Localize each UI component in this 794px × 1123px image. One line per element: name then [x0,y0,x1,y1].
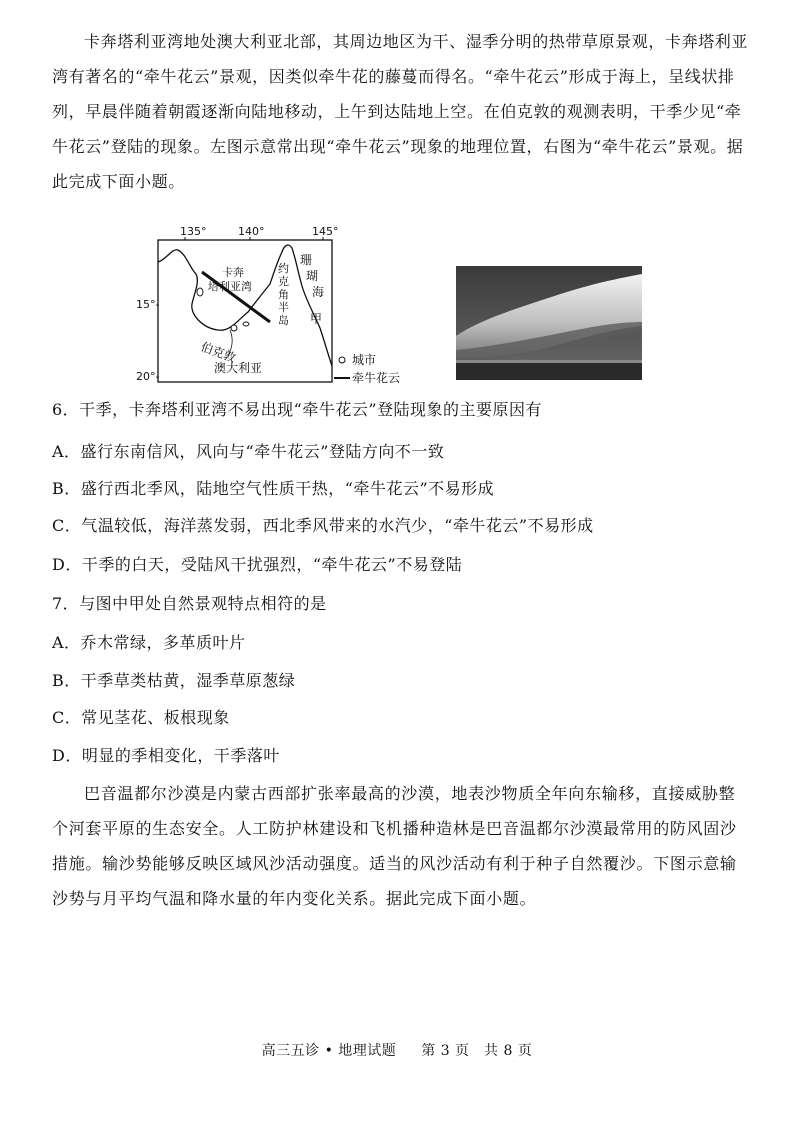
question-6-stem: 6．干季，卡奔塔利亚湾不易出现“牵牛花云”登陆现象的主要原因有 [52,400,543,419]
peninsula-char-4: 半 [278,301,289,314]
sea-char-2: 瑚 [306,269,319,283]
lon-label-140: 140° [238,225,265,238]
sea-char-3: 海 [312,285,325,299]
footer-page-number: 第 3 页 共 8 页 [421,1043,533,1059]
question-6-option-a: A．盛行东南信风，风向与“牵牛花云”登陆方向不一致 [52,442,445,461]
lon-label-135: 135° [180,225,207,238]
question-7-stem: 7．与图中甲处自然景观特点相符的是 [52,594,327,613]
footer-exam-title: 高三五诊 • 地理试题 [261,1043,397,1059]
question-7-option-b: B．干季草类枯黄，湿季草原葱绿 [52,671,296,690]
peninsula-char-5: 岛 [278,314,289,327]
morning-glory-cloud-photo [456,266,642,380]
peninsula-char-2: 克 [278,275,289,288]
australia-label: 澳大利亚 [214,361,263,375]
passage-2: 巴音温都尔沙漠是内蒙古西部扩张率最高的沙漠，地表沙物质全年向东输移，直接威胁整个河套平原的生态安全。人工防护林建设和飞机播种造林是巴音温都尔沙漠最常用的防风固沙措施。输沙势能够反映区域风沙活动强度。适当的风沙活动有利于种子自然覆沙。下图示意输沙势与月平均气温和降水量的年内变化关系。据此完成下面小题。 [52,784,737,908]
jia-label: 甲 [310,312,323,326]
lon-label-145: 145° [312,225,339,238]
question-6-option-b: B．盛行西北季风，陆地空气性质干热，“牵牛花云”不易形成 [52,479,495,498]
question-6-option-c: C．气温较低，海洋蒸发弱，西北季风带来的水汽少，“牵牛花云”不易形成 [52,516,594,535]
lat-label-20: 20°- [136,370,160,383]
question-7-option-a: A．乔木常绿，多革质叶片 [52,633,246,652]
burketown-dot [231,325,237,331]
legend-cloud-label: 牵牛花云 [352,371,401,385]
peninsula-char-3: 角 [278,288,289,301]
passage-1: 卡奔塔利亚湾地处澳大利亚北部，其周边地区为干、湿季分明的热带草原景观，卡奔塔利亚湾有著名的“牵牛花云”景观，因类似牵牛花的藤蔓而得名。“牵牛花云”形成于海上，呈线状排列，早晨伴随着朝霞逐渐向陆地移动，上午到达陆地上空。在伯克敦的观测表明，干季少见“牵牛花云”登陆的现象。左图示意常出现“牵牛花云”现象的地理位置，右图为“牵牛花云”景观。据此完成下面小题。 [52,32,749,191]
legend-city-symbol [339,357,345,363]
burketown-label: 伯克敦 [198,339,238,366]
page-footer [0,1040,794,1060]
question-7-option-c: C．常见茎花、板根现象 [52,708,230,727]
sea-char-1: 珊 [300,253,313,267]
gulf-label-line1: 卡奔 [222,266,244,279]
peninsula-char-1: 约 [278,262,289,275]
legend-city-label: 城市 [352,353,377,367]
location-map [130,220,430,390]
question-6-option-d: D．干季的白天，受陆风干扰强烈，“牵牛花云”不易登陆 [52,555,463,574]
gulf-label-line2: 塔利亚湾 [208,280,252,293]
lat-label-15: 15°- [136,298,160,311]
question-7-option-d: D．明显的季相变化，干季落叶 [52,746,280,765]
